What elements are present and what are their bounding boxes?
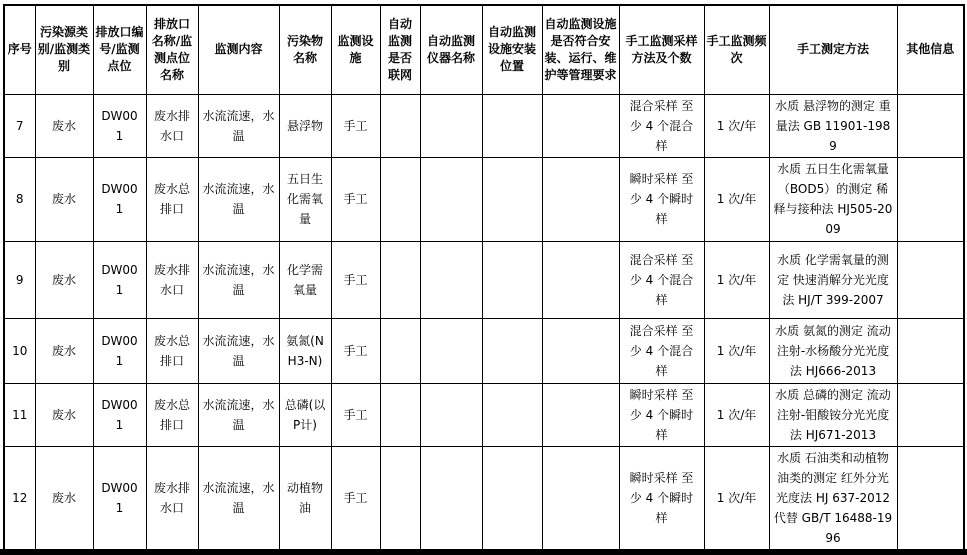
- table-cell: 废水: [35, 446, 93, 549]
- table-cell: [482, 318, 542, 383]
- table-cell: 1 次/年: [704, 241, 769, 318]
- table-cell: 1 次/年: [704, 446, 769, 549]
- table-cell: 10: [4, 318, 35, 383]
- table-cell: [380, 157, 420, 241]
- table-cell: 水质 悬浮物的测定 重量法 GB 11901-1989: [769, 94, 897, 157]
- table-cell: [542, 94, 619, 157]
- table-cell: 废水总排口: [146, 383, 198, 446]
- table-cell: [542, 383, 619, 446]
- table-cell: [542, 241, 619, 318]
- column-header: 序号: [4, 5, 35, 94]
- table-cell: [482, 94, 542, 157]
- table-cell: 水流流速，水温: [198, 241, 279, 318]
- table-cell: [420, 318, 482, 383]
- table-cell: [482, 383, 542, 446]
- window-bottom-edge: [0, 549, 967, 555]
- table-body: [4, 94, 964, 549]
- table-cell: 混合采样 至少 4 个混合样: [619, 241, 704, 318]
- column-header: 污染源类别/监测类别: [35, 5, 93, 94]
- table-cell: [897, 157, 964, 241]
- table-cell: [482, 157, 542, 241]
- column-header: 监测内容: [198, 5, 279, 94]
- table-cell: 混合采样 至少 4 个混合样: [619, 318, 704, 383]
- table-cell: 废水: [35, 157, 93, 241]
- table-cell: 水质 石油类和动植物油类的测定 红外分光光度法 HJ 637-2012 代替 GB/T 16488-1996: [769, 446, 897, 549]
- table-row: [4, 241, 964, 318]
- table-cell: DW001: [93, 383, 146, 446]
- table-cell: 水流流速，水温: [198, 157, 279, 241]
- table-cell: 水流流速，水温: [198, 383, 279, 446]
- table-row: [4, 318, 964, 383]
- column-header: 自动监测设施是否符合安装、运行、维护等管理要求: [542, 5, 619, 94]
- column-header: 污染物名称: [279, 5, 331, 94]
- table-cell: 瞬时采样 至少 4 个瞬时样: [619, 383, 704, 446]
- table-cell: 废水排水口: [146, 241, 198, 318]
- table-cell: 手工: [331, 94, 380, 157]
- table-cell: 手工: [331, 446, 380, 549]
- table-cell: 废水: [35, 241, 93, 318]
- table-cell: [380, 94, 420, 157]
- table-cell: 废水: [35, 383, 93, 446]
- table-cell: 废水: [35, 94, 93, 157]
- column-header: 手工测定方法: [769, 5, 897, 94]
- table-cell: [897, 383, 964, 446]
- table-cell: [420, 446, 482, 549]
- column-header: 自动监测设施安装位置: [482, 5, 542, 94]
- table-cell: 废水总排口: [146, 318, 198, 383]
- table-cell: [542, 157, 619, 241]
- table-cell: [420, 241, 482, 318]
- table-cell: 1 次/年: [704, 94, 769, 157]
- table-cell: [420, 383, 482, 446]
- column-header: 手工监测频次: [704, 5, 769, 94]
- table-cell: 7: [4, 94, 35, 157]
- table-cell: [380, 318, 420, 383]
- table-cell: 水流流速，水温: [198, 94, 279, 157]
- table-cell: 水流流速，水温: [198, 446, 279, 549]
- table-cell: 11: [4, 383, 35, 446]
- column-header: 自动监测仪器名称: [420, 5, 482, 94]
- table-row: [4, 157, 964, 241]
- column-header: 排放口名称/监测点位名称: [146, 5, 198, 94]
- header-row: [4, 5, 964, 94]
- table-cell: 1 次/年: [704, 318, 769, 383]
- table-cell: 水质 总磷的测定 流动注射-钼酸铵分光光度法 HJ671-2013: [769, 383, 897, 446]
- table-cell: 废水排水口: [146, 94, 198, 157]
- table-cell: 1 次/年: [704, 157, 769, 241]
- table-cell: 瞬时采样 至少 4 个瞬时样: [619, 157, 704, 241]
- table-cell: 手工: [331, 241, 380, 318]
- table-cell: 水流流速，水温: [198, 318, 279, 383]
- table-cell: 废水总排口: [146, 157, 198, 241]
- table-cell: 手工: [331, 383, 380, 446]
- column-header: 自动监测是否联网: [380, 5, 420, 94]
- table-cell: DW001: [93, 94, 146, 157]
- table-cell: 悬浮物: [279, 94, 331, 157]
- table-cell: 废水排水口: [146, 446, 198, 549]
- table-cell: 水质 氨氮的测定 流动注射-水杨酸分光光度法 HJ666-2013: [769, 318, 897, 383]
- table-cell: [542, 446, 619, 549]
- column-header: 其他信息: [897, 5, 964, 94]
- table-cell: 废水: [35, 318, 93, 383]
- table-cell: 手工: [331, 318, 380, 383]
- table-cell: DW001: [93, 318, 146, 383]
- table-cell: [380, 446, 420, 549]
- table-cell: [380, 383, 420, 446]
- table-cell: 水质 化学需氧量的测定 快速消解分光光度法 HJ/T 399-2007: [769, 241, 897, 318]
- table-cell: [897, 241, 964, 318]
- table-cell: 手工: [331, 157, 380, 241]
- column-header: 手工监测采样方法及个数: [619, 5, 704, 94]
- table-cell: 总磷(以P计): [279, 383, 331, 446]
- column-header: 排放口编号/监测点位: [93, 5, 146, 94]
- table-cell: 9: [4, 241, 35, 318]
- table-cell: 混合采样 至少 4 个混合样: [619, 94, 704, 157]
- table-cell: [380, 241, 420, 318]
- monitoring-table: [3, 4, 965, 550]
- table-cell: 氨氮(NH3-N): [279, 318, 331, 383]
- table-cell: DW001: [93, 157, 146, 241]
- table-cell: DW001: [93, 446, 146, 549]
- table-cell: [420, 157, 482, 241]
- table-header: [4, 5, 964, 94]
- table-row: [4, 446, 964, 549]
- table-cell: 水质 五日生化需氧量（BOD5）的测定 稀释与接种法 HJ505-2009: [769, 157, 897, 241]
- table-cell: [897, 94, 964, 157]
- table-cell: 1 次/年: [704, 383, 769, 446]
- table-cell: 动植物油: [279, 446, 331, 549]
- table-cell: 8: [4, 157, 35, 241]
- table-cell: [542, 318, 619, 383]
- table-row: [4, 383, 964, 446]
- table-cell: 化学需氧量: [279, 241, 331, 318]
- table-cell: 12: [4, 446, 35, 549]
- table-cell: DW001: [93, 241, 146, 318]
- table-row: [4, 94, 964, 157]
- table-cell: [897, 318, 964, 383]
- table-cell: [482, 241, 542, 318]
- table-cell: 瞬时采样 至少 4 个瞬时样: [619, 446, 704, 549]
- table-cell: [420, 94, 482, 157]
- table-cell: 五日生化需氧量: [279, 157, 331, 241]
- table-cell: [482, 446, 542, 549]
- column-header: 监测设施: [331, 5, 380, 94]
- table-cell: [897, 446, 964, 549]
